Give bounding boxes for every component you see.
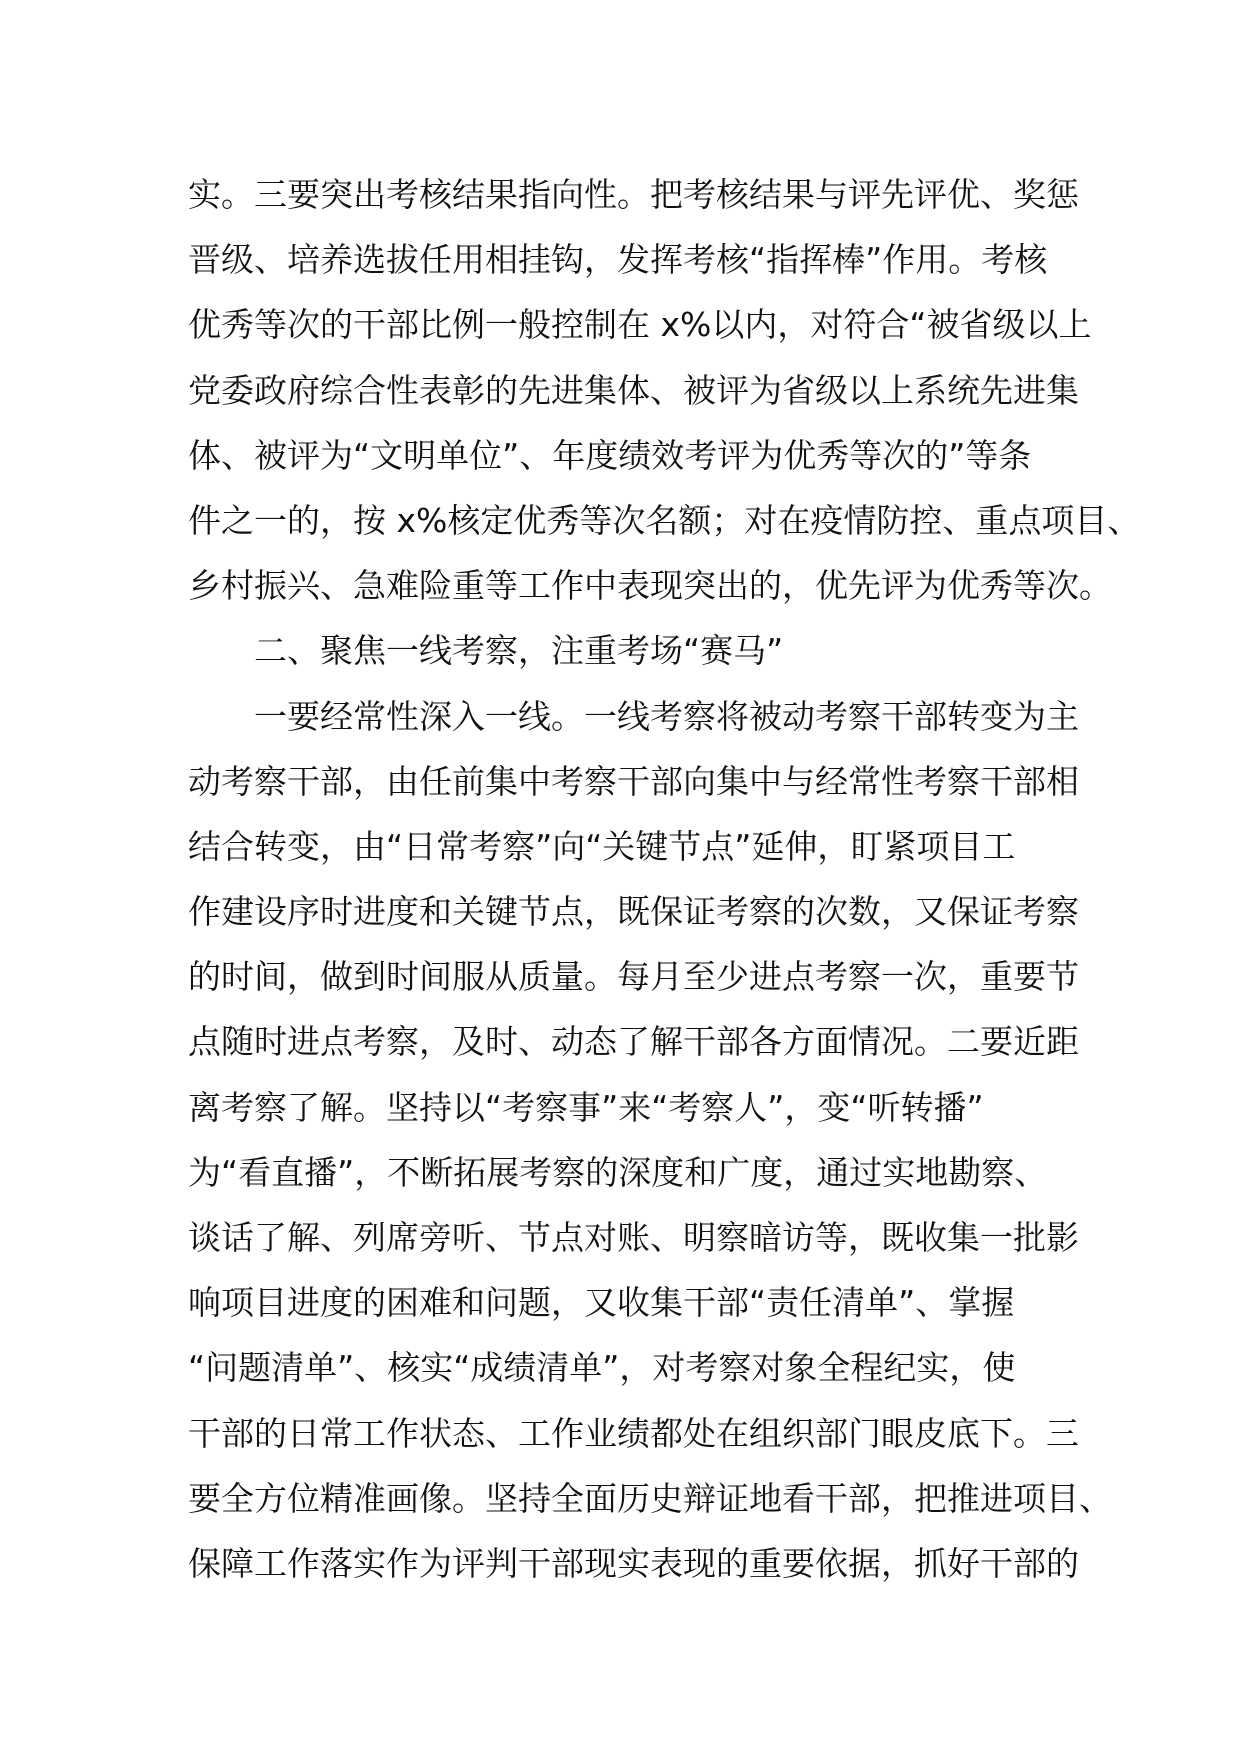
- text-line-2: 晋级、培养选拔任用相挂钩，发挥考核“指挥棒”作用。考核: [188, 240, 1048, 280]
- text-line-15: 离考察了解。坚持以“考察事”来“考察人”，变“听转播”: [188, 1087, 984, 1127]
- text-line-20: 干部的日常工作状态、工作业绩都处在组织部门眼皮底下。三: [188, 1413, 1079, 1453]
- section-heading: 二、聚焦一线考察，注重考场“赛马”: [254, 631, 784, 671]
- text-line-22: 保障工作落实作为评判干部现实表现的重要依据，抓好干部的: [188, 1543, 1079, 1583]
- text-line-1: 实。三要突出考核结果指向性。把考核结果与评先评优、奖惩: [188, 175, 1079, 214]
- paragraph-start-line: 一要经常性深入一线。一线考察将被动考察干部转变为主: [254, 696, 1079, 736]
- document-body: [188, 162, 1141, 1596]
- text-line-17: 谈话了解、列席旁听、节点对账、明察暗访等，既收集一批影: [188, 1218, 1079, 1257]
- text-line-6: 件之一的，按 x%核定优秀等次名额；对在疫情防控、重点项目、: [188, 500, 1141, 540]
- text-line-16: 为“看直播”，不断拓展考察的深度和广度，通过实地勘察、: [188, 1152, 1048, 1192]
- text-line-21: 要全方位精准画像。坚持全面历史辩证地看干部，把推进项目、: [188, 1478, 1112, 1518]
- text-line-5: 体、被评为“文明单位”、年度绩效考评为优秀等次的”等条: [188, 435, 1032, 475]
- text-line-19: “问题清单”、核实“成绩清单”，对考察对象全程纪实，使: [188, 1348, 1016, 1388]
- text-line-4: 党委政府综合性表彰的先进集体、被评为省级以上系统先进集: [188, 370, 1079, 410]
- text-line-7: 乡村振兴、急难险重等工作中表现突出的，优先评为优秀等次。: [188, 566, 1112, 606]
- text-line-12: 作建设序时进度和关键节点，既保证考察的次数，又保证考察: [188, 892, 1079, 932]
- text-line-18: 响项目进度的困难和问题，又收集干部“责任清单”、掌握: [188, 1283, 1015, 1323]
- text-line-3: 优秀等次的干部比例一般控制在 x%以内，对符合“被省级以上: [188, 305, 1092, 345]
- text-line-14: 点随时进点考察，及时、动态了解干部各方面情况。二要近距: [188, 1022, 1079, 1062]
- text-line-13: 的时间，做到时间服从质量。每月至少进点考察一次，重要节: [188, 957, 1079, 997]
- text-line-10: 动考察干部，由任前集中考察干部向集中与经常性考察干部相: [188, 761, 1079, 801]
- text-line-11: 结合转变，由“日常考察”向“关键节点”延伸，盯紧项目工: [188, 826, 1016, 866]
